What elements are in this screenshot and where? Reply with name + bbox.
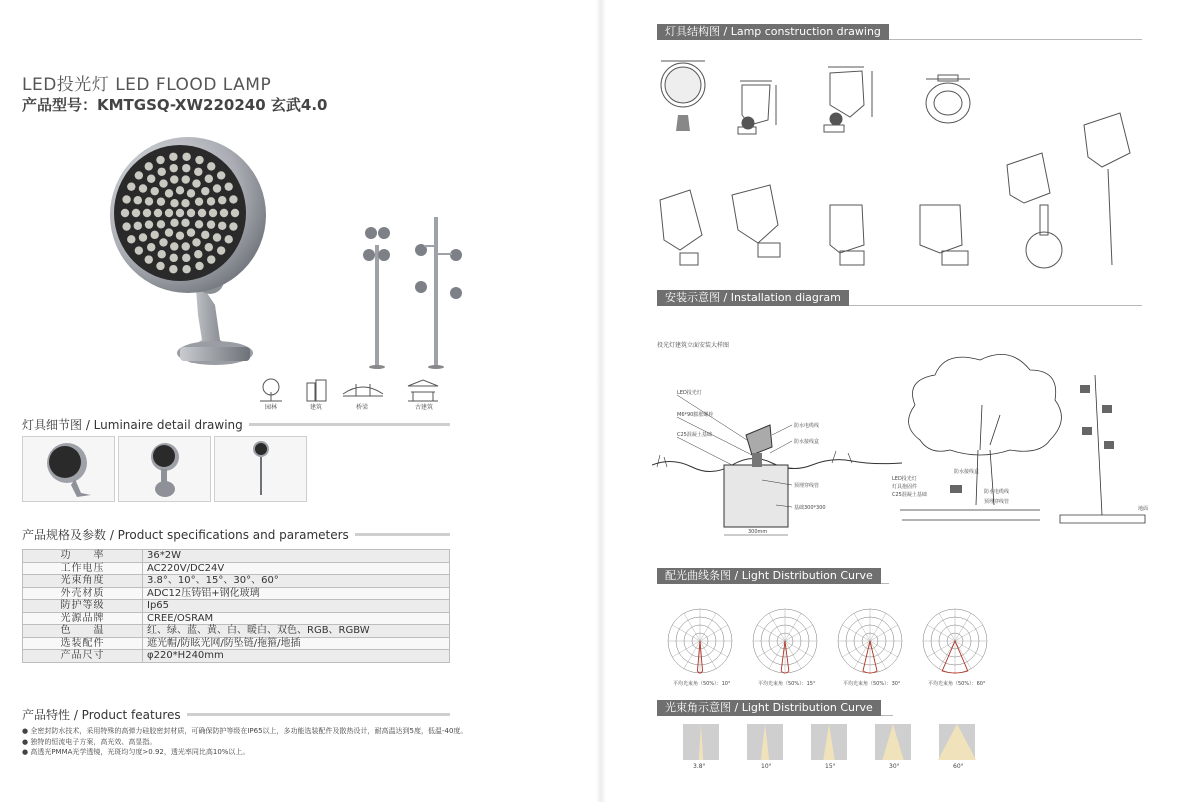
led-dot	[201, 231, 209, 239]
led-dot	[229, 195, 237, 203]
led-dot	[169, 153, 177, 161]
led-dot	[207, 220, 215, 228]
beam-label: 3.8°	[693, 763, 706, 770]
led-dot	[225, 235, 233, 243]
led-dot	[134, 196, 142, 204]
led-dot	[147, 175, 155, 183]
spec-value: 36*2W	[143, 550, 450, 563]
tree-label-3: 防水接线盒	[954, 469, 980, 475]
section-divider	[249, 423, 450, 426]
beam-tile	[747, 724, 783, 760]
led-dot	[122, 222, 130, 230]
polar-chart	[838, 609, 902, 673]
led-dot	[157, 197, 165, 205]
led-dot	[217, 246, 225, 254]
led-dot	[176, 209, 184, 217]
spec-table	[22, 549, 450, 663]
feature-item: ● 独特的恒流电子方案，高光效、高显指。	[22, 737, 157, 746]
installation-diagram-tree	[890, 345, 1160, 535]
section-installation-header	[657, 290, 1142, 306]
install-label-2: C25混凝土基础	[677, 432, 712, 438]
led-dot	[145, 197, 153, 205]
beam-label: 10°	[761, 763, 772, 770]
section-specs-title: 产品规格及参数 / Product specifications and parameters	[22, 528, 349, 542]
led-dot	[159, 238, 167, 246]
led-dot	[154, 209, 162, 217]
section-construction-header	[657, 24, 1142, 40]
app-label-pagoda: 古建筑	[415, 404, 434, 411]
spec-value: ADC12压铸铝+钢化玻璃	[143, 587, 450, 600]
section-distribution-title: 配光曲线条图 / Light Distribution Curve	[657, 568, 881, 584]
section-construction-title: 灯具结构图 / Lamp construction drawing	[657, 24, 889, 40]
led-dot	[194, 250, 202, 258]
led-dot	[207, 197, 215, 205]
led-dot	[182, 175, 190, 183]
beam-tile	[683, 724, 719, 760]
spec-row	[23, 625, 450, 638]
led-dot	[192, 179, 200, 187]
beam-tile	[811, 724, 847, 760]
spec-value: CREE/OSRAM	[143, 612, 450, 625]
spec-key: 产品尺寸	[23, 650, 143, 663]
led-dot	[145, 255, 153, 263]
led-dot	[165, 189, 173, 197]
led-dot	[143, 209, 151, 217]
led-dot	[135, 246, 143, 254]
polar-chart	[753, 609, 817, 673]
beam-angle-row	[683, 724, 983, 772]
app-label-garden: 园林	[265, 404, 278, 411]
led-dot	[182, 153, 190, 161]
tree-label-4: 防水电缆线	[984, 489, 1010, 495]
led-dot	[145, 162, 153, 170]
app-label-building: 建筑	[310, 404, 323, 411]
section-divider	[881, 715, 893, 716]
section-installation-title: 安装示意图 / Installation diagram	[657, 290, 849, 306]
led-dot	[151, 187, 159, 195]
led-dot	[195, 197, 203, 205]
section-detail-title: 灯具细节图 / Luminaire detail drawing	[22, 418, 243, 432]
led-dot	[165, 209, 173, 217]
spec-value: 遮光帽/防眩光网/防坠链/拖箍/地插	[143, 637, 450, 650]
installation-diagram-ground	[652, 355, 902, 540]
led-dot	[139, 184, 147, 192]
led-dot	[157, 220, 165, 228]
beam-label: 30°	[889, 763, 900, 770]
product-title: LED投光灯 LED FLOOD LAMP	[22, 75, 272, 95]
application-icons	[258, 378, 448, 412]
spec-value: Ip65	[143, 600, 450, 613]
section-distribution-header	[657, 568, 889, 584]
led-dot	[170, 175, 178, 183]
spec-value: φ220*H240mm	[143, 650, 450, 663]
install-label-5: 预埋穿线管	[794, 483, 820, 489]
section-features-title: 产品特性 / Product features	[22, 708, 181, 722]
beam-tile	[938, 724, 976, 760]
led-dot	[225, 182, 233, 190]
led-dot	[205, 243, 213, 251]
section-detail-header	[22, 416, 450, 433]
led-dot	[187, 189, 195, 197]
section-beam-title: 光束角示意图 / Light Distribution Curve	[657, 700, 881, 716]
spec-value: 红、绿、蓝、黄、白、暖白、双色、RGB、RGBW	[143, 625, 450, 638]
curve-caption: 平均光束角（50%）：15°	[758, 681, 816, 687]
led-dot	[170, 164, 178, 172]
led-dot	[198, 209, 206, 217]
led-dot	[159, 179, 167, 187]
spec-value: AC220V/DC24V	[143, 562, 450, 575]
spec-key: 光源品牌	[23, 612, 143, 625]
led-dot	[195, 156, 203, 164]
led-dot	[207, 162, 215, 170]
install-label-0: LED投光灯	[677, 390, 702, 396]
spec-key: 功 率	[23, 550, 143, 563]
tree-label-0: LED投光灯	[892, 476, 917, 482]
tree-label-1: 灯具抱固件	[892, 484, 918, 490]
installation-caption: 投光灯建筑立面安装大样图	[657, 342, 730, 349]
product-model: 产品型号：KMTGSQ-XW220240 玄武4.0	[22, 96, 328, 114]
led-dot	[170, 254, 178, 262]
spec-row	[23, 650, 450, 663]
led-dot	[139, 233, 147, 241]
spec-row	[23, 562, 450, 575]
spec-key: 选装配件	[23, 637, 143, 650]
pole-ground-label: 地面	[1138, 506, 1149, 512]
curve-caption: 平均光束角（50%）：30°	[843, 681, 901, 687]
page-gutter	[596, 0, 606, 802]
spec-row	[23, 600, 450, 613]
tree-label-5: 预埋穿线管	[984, 499, 1010, 505]
section-divider	[187, 713, 450, 716]
feature-list	[22, 726, 468, 758]
led-dot	[182, 164, 190, 172]
spec-key: 工作电压	[23, 562, 143, 575]
led-dot	[156, 262, 164, 270]
led-dot	[145, 220, 153, 228]
section-features-header	[22, 706, 450, 723]
led-dot	[194, 168, 202, 176]
pole-mount-illustration	[358, 215, 468, 370]
beam-label: 15°	[825, 763, 836, 770]
flood-lamp-hero-image	[110, 125, 280, 370]
spec-key: 防护等级	[23, 600, 143, 613]
feature-item: ● 高透光PMMA光学透镜，光斑均匀度>0.92，透光率同比高10%以上。	[22, 748, 250, 756]
install-label-3: 防水电缆线	[794, 423, 820, 429]
led-dot	[201, 187, 209, 195]
led-dot	[151, 231, 159, 239]
spec-row	[23, 550, 450, 563]
spec-row	[23, 612, 450, 625]
led-dot	[182, 265, 190, 273]
section-divider	[355, 533, 450, 536]
led-dot	[218, 196, 226, 204]
led-dot	[213, 184, 221, 192]
spec-row	[23, 575, 450, 588]
led-dot	[127, 182, 135, 190]
led-dot	[187, 209, 195, 217]
led-dot	[229, 222, 237, 230]
tree-label-2: C25混凝土基础	[892, 492, 927, 498]
led-dot	[158, 168, 166, 176]
polar-curves-svg	[665, 608, 1005, 688]
led-dot	[181, 219, 189, 227]
feature-item: ● 全密封防水技术，采用特殊的高弹力硅胶密封材质，可确保防护等级在IP65以上，多功能选装配件及散热设计，耐高温达到5度，低温-40度。	[22, 727, 468, 735]
led-dot	[176, 186, 184, 194]
detail-thumb-spike	[214, 436, 307, 502]
led-dot	[170, 219, 178, 227]
led-dot	[170, 242, 178, 250]
install-label-7: 300mm	[748, 529, 768, 535]
led-dot	[135, 171, 143, 179]
spec-key: 色 温	[23, 625, 143, 638]
pagoda-icon	[406, 378, 440, 402]
led-dot	[195, 262, 203, 270]
curve-caption: 平均光束角（50%）：10°	[673, 681, 731, 687]
led-dot	[213, 233, 221, 241]
spec-key: 光束角度	[23, 575, 143, 588]
led-dot	[122, 195, 130, 203]
section-beam-header	[657, 700, 893, 716]
construction-drawings	[650, 45, 1150, 280]
led-dot	[132, 209, 140, 217]
led-dot	[169, 265, 177, 273]
led-dot	[231, 209, 239, 217]
app-label-bridge: 桥梁	[356, 404, 369, 411]
install-label-1: M6*90膨胀螺栓	[677, 412, 714, 418]
led-dot	[187, 228, 195, 236]
led-dot	[158, 250, 166, 258]
spec-row	[23, 587, 450, 600]
led-dot	[195, 220, 203, 228]
led-dot	[170, 199, 178, 207]
garden-icon	[258, 378, 284, 402]
building-icon	[304, 378, 330, 402]
led-dot	[207, 255, 215, 263]
led-dot	[220, 209, 228, 217]
led-dot	[165, 228, 173, 236]
beam-label: 60°	[953, 763, 964, 770]
led-dot	[134, 222, 142, 230]
section-specs-header	[22, 526, 450, 543]
curve-caption: 平均光束角（50%）：60°	[928, 681, 986, 687]
led-dot	[209, 209, 217, 217]
led-dot	[147, 243, 155, 251]
spec-value: 3.8°、10°、15°、30°、60°	[143, 575, 450, 588]
install-label-4: 防水接线盒	[794, 439, 820, 445]
led-dot	[181, 199, 189, 207]
led-dot	[176, 231, 184, 239]
section-divider	[849, 305, 1142, 306]
led-dot	[205, 175, 213, 183]
polar-curves	[665, 608, 1005, 688]
beam-tile	[875, 724, 911, 760]
spec-row	[23, 637, 450, 650]
polar-chart	[923, 609, 987, 673]
section-divider	[881, 583, 889, 584]
section-divider	[889, 39, 1142, 40]
led-dot	[182, 242, 190, 250]
led-dot	[156, 156, 164, 164]
polar-chart	[668, 609, 732, 673]
bridge-icon	[342, 378, 384, 402]
detail-thumb-side	[118, 436, 211, 502]
led-dot	[127, 235, 135, 243]
spec-key: 外壳材质	[23, 587, 143, 600]
led-dot	[121, 209, 129, 217]
led-dot	[218, 222, 226, 230]
install-label-6: 基础300*300	[794, 505, 826, 511]
led-dot	[182, 254, 190, 262]
led-dot	[192, 238, 200, 246]
detail-thumb-front	[22, 436, 115, 502]
led-dot	[217, 171, 225, 179]
